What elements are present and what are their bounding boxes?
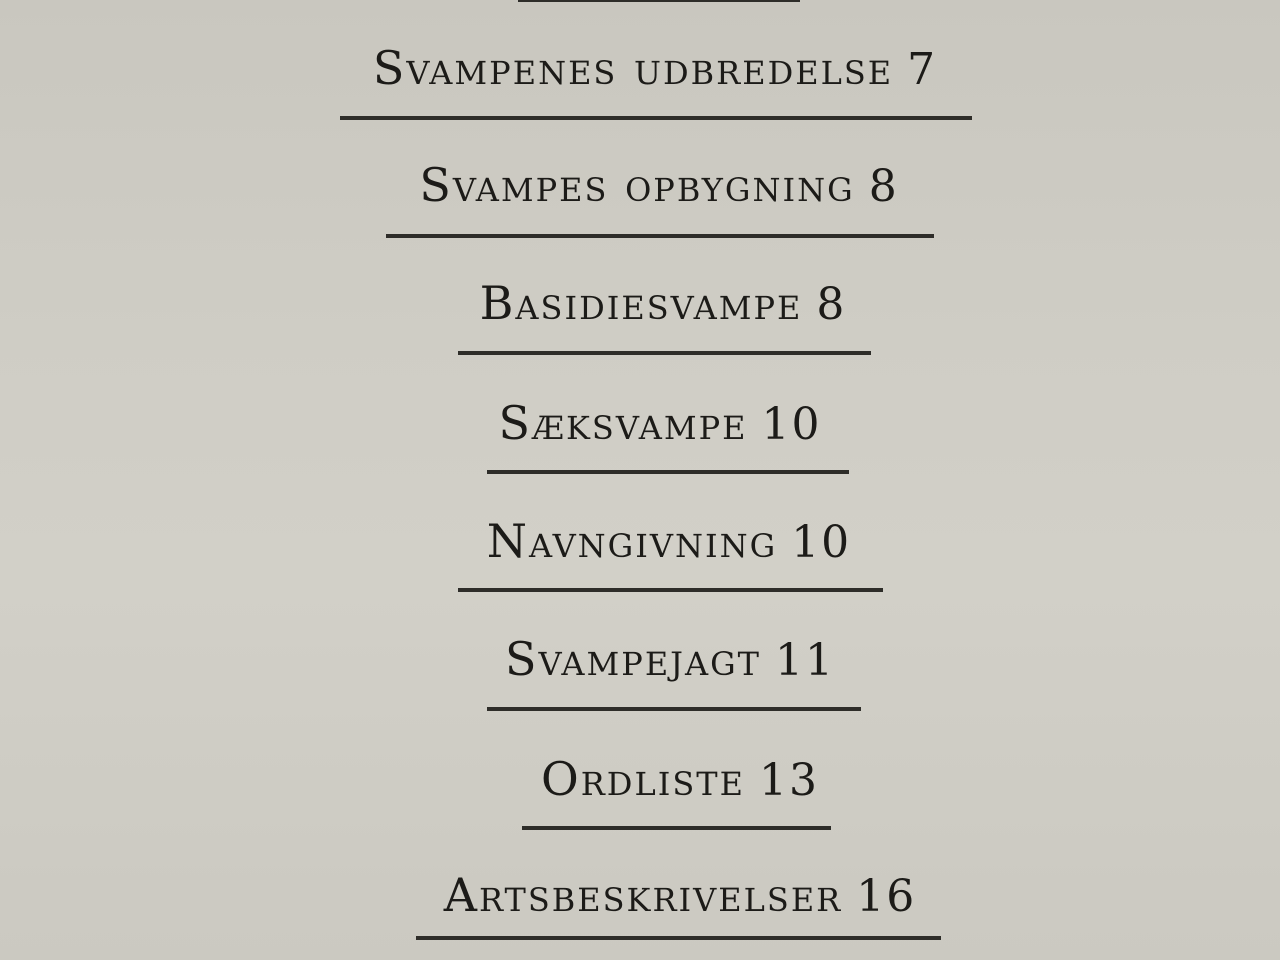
toc-entry: [300, 41, 1010, 95]
toc-entry: [360, 276, 966, 330]
toc-entry-title: Ordliste: [541, 752, 745, 806]
divider-rule: [487, 707, 861, 711]
toc-entry-page: 7: [907, 44, 938, 95]
toc-entry-title: Svampejagt: [504, 632, 762, 686]
toc-entry-page: 16: [856, 871, 917, 922]
toc-entry-title: Svampes opbygning: [419, 158, 855, 212]
toc-entry-title: Artsbeskrivelser: [443, 868, 843, 922]
toc-entry-page: 10: [791, 517, 852, 568]
toc-entry-page: 8: [868, 161, 899, 212]
divider-rule: [522, 826, 831, 830]
divider-rule: [458, 351, 871, 355]
toc-entry-page: 11: [775, 635, 836, 686]
divider-rule: [386, 234, 934, 238]
divider-rule: [518, 0, 800, 2]
toc-entry-page: 13: [758, 755, 819, 806]
toc-entry: [300, 158, 1018, 212]
divider-rule: [487, 470, 849, 474]
divider-rule: [458, 588, 883, 592]
toc-entry: [390, 632, 950, 686]
toc-entry-title: Basidiesvampe: [479, 276, 803, 330]
toc-entry-title: Svampenes udbredelse: [372, 41, 894, 95]
toc-entry-title: Navngivning: [486, 514, 778, 568]
toc-entry-page: 10: [761, 399, 822, 450]
toc-entry: [420, 752, 940, 806]
toc-entry: [380, 396, 940, 450]
toc-entry: [370, 514, 968, 568]
toc-entry-title: Sæksvampe: [498, 396, 748, 450]
divider-rule: [416, 936, 941, 940]
toc-entry-page: 8: [816, 279, 847, 330]
toc-entry: [330, 868, 1030, 922]
divider-rule: [340, 116, 972, 120]
